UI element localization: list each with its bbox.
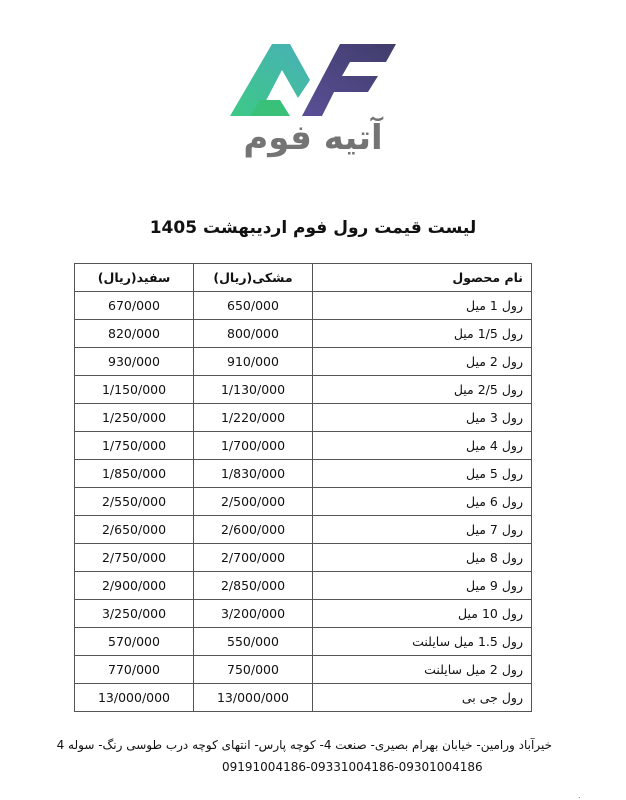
cell-white-price: 930/000 [75,348,194,376]
table-header-row [75,264,532,292]
cell-black-price: 800/000 [194,320,313,348]
header-black-price: مشکی(ریال) [194,264,313,292]
cell-black-price: 910/000 [194,348,313,376]
cell-black-price: 1/700/000 [194,432,313,460]
cell-white-price: 820/000 [75,320,194,348]
table-row [75,656,532,684]
cell-product-name: رول 2 میل [313,348,532,376]
cell-product-name: رول 6 میل [313,488,532,516]
cell-black-price: 2/700/000 [194,544,313,572]
footer-phones: 09191004186-09331004186-09301004186 [222,760,483,774]
table-row [75,376,532,404]
cell-white-price: 1/850/000 [75,460,194,488]
cell-product-name: رول 5 میل [313,460,532,488]
table-row [75,292,532,320]
cell-white-price: 2/550/000 [75,488,194,516]
table-row [75,320,532,348]
table-row [75,516,532,544]
cell-white-price: 13/000/000 [75,684,194,712]
cell-white-price: 770/000 [75,656,194,684]
cell-white-price: 670/000 [75,292,194,320]
cell-product-name: رول جی بی [313,684,532,712]
brand-logo-icon [228,40,398,118]
cell-product-name: رول 1 میل [313,292,532,320]
cell-product-name: رول 7 میل [313,516,532,544]
table-row [75,488,532,516]
cell-white-price: 2/900/000 [75,572,194,600]
cell-white-price: 570/000 [75,628,194,656]
cell-black-price: 550/000 [194,628,313,656]
cell-product-name: رول 3 میل [313,404,532,432]
cell-product-name: رول 2 میل سایلنت [313,656,532,684]
cell-white-price: 2/750/000 [75,544,194,572]
cell-black-price: 750/000 [194,656,313,684]
cell-product-name: رول 1.5 میل سایلنت [313,628,532,656]
table-row [75,572,532,600]
corner-mark: . [578,791,581,800]
cell-black-price: 1/130/000 [194,376,313,404]
cell-black-price: 2/500/000 [194,488,313,516]
table-row [75,628,532,656]
cell-black-price: 2/850/000 [194,572,313,600]
cell-product-name: رول 9 میل [313,572,532,600]
cell-black-price: 650/000 [194,292,313,320]
cell-product-name: رول 10 میل [313,600,532,628]
cell-black-price: 1/830/000 [194,460,313,488]
cell-white-price: 1/250/000 [75,404,194,432]
price-table [74,263,532,712]
header-white-price: سفید(ریال) [75,264,194,292]
table-row [75,460,532,488]
cell-white-price: 1/750/000 [75,432,194,460]
cell-black-price: 2/600/000 [194,516,313,544]
cell-product-name: رول 1/5 میل [313,320,532,348]
cell-black-price: 13/000/000 [194,684,313,712]
table-row [75,544,532,572]
table-row [75,684,532,712]
table-row [75,404,532,432]
cell-white-price: 3/250/000 [75,600,194,628]
table-row [75,348,532,376]
cell-black-price: 1/220/000 [194,404,313,432]
cell-product-name: رول 8 میل [313,544,532,572]
footer-address: خیرآباد ورامین- خیابان بهرام بصیری- صنعت 4- کوچه پارس- انتهای کوچه درب طوسی رنگ- سوله 4 [56,738,552,752]
header-product-name: نام محصول [313,264,532,292]
table-row [75,432,532,460]
page-title: لیست قیمت رول فوم اردیبهشت 1405 [149,218,477,238]
cell-product-name: رول 4 میل [313,432,532,460]
cell-white-price: 2/650/000 [75,516,194,544]
cell-white-price: 1/150/000 [75,376,194,404]
table-row [75,600,532,628]
brand-name: آتیه فوم [243,118,383,158]
cell-black-price: 3/200/000 [194,600,313,628]
cell-product-name: رول 2/5 میل [313,376,532,404]
